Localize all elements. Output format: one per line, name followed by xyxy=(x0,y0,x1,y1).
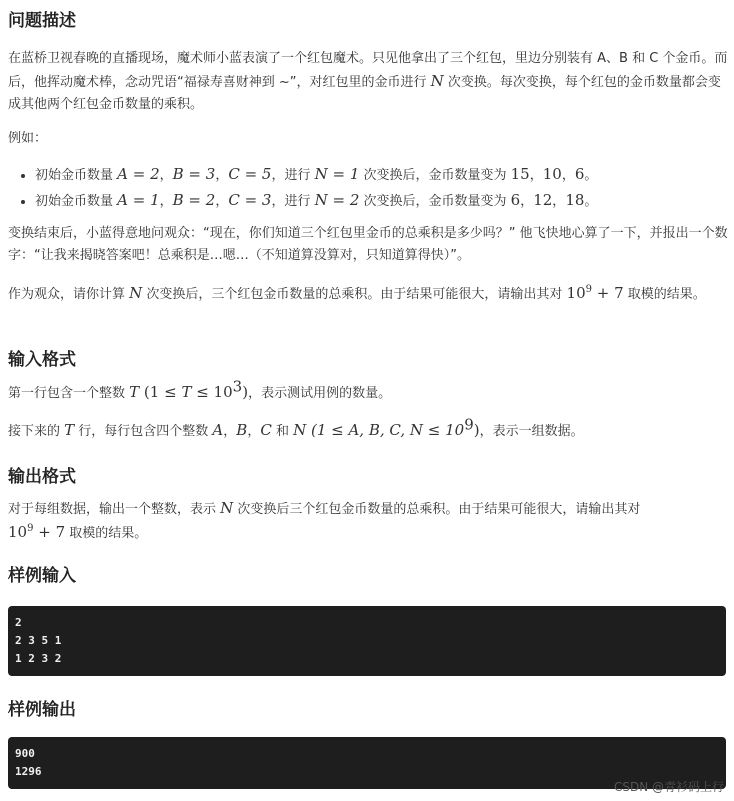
sample-input-code-block[interactable]: 2 2 3 5 1 1 2 3 2 xyxy=(8,606,726,676)
input-line-2-text: 行，每行包含四个整数 xyxy=(74,424,213,439)
example-2-a: A = 1 xyxy=(117,191,160,209)
example-2-value: 6 xyxy=(510,191,521,209)
intro-text-1: 在蓝桥卫视春晚的直播现场，魔术师小蓝表演了一个红包魔术。只见他拿出了三个红包，里边分别装有 A、B 和 C 个金币。而后，他挥动魔术棒，念动咒语“福禄寿喜财神到 ~”，对红包里的金币进行 xyxy=(8,51,728,90)
input-range-var: T xyxy=(181,383,192,401)
sample-output-code-block[interactable]: 900 1296 xyxy=(8,737,726,789)
problem-page xyxy=(8,8,728,789)
input-var-c: C xyxy=(260,421,272,439)
example-1-a: A = 2 xyxy=(117,165,160,183)
example-2-value: 18 xyxy=(565,191,585,209)
modulus-exponent: 9 xyxy=(27,523,34,534)
example-2-text: ，进行 xyxy=(271,194,315,209)
input-sep: ， xyxy=(223,424,237,439)
problem-intro-paragraph xyxy=(8,48,728,114)
example-2-text: 次变换后，金币数量变为 xyxy=(359,194,511,209)
example-1-b: B = 3 xyxy=(172,165,216,183)
input-var-a: A xyxy=(212,421,224,439)
intro-text-2: 次变换。每次变换，每个红包的金币数量都会变成其他两个红包金币数量的乘积。 xyxy=(8,75,721,112)
example-1-sep: ， xyxy=(529,168,543,183)
task-modulus xyxy=(567,284,624,302)
example-1-text: ，进行 xyxy=(271,168,315,183)
example-2-b: B = 2 xyxy=(172,191,216,209)
modulus-base: 10 xyxy=(8,523,28,541)
example-2-value: 12 xyxy=(533,191,553,209)
example-item-2 xyxy=(35,189,728,213)
output-text-3: 取模的结果。 xyxy=(65,526,148,541)
input-line-2-text: ，表示一组数据。 xyxy=(479,424,584,439)
output-format-heading: 输出格式 xyxy=(8,467,76,487)
example-1-value: 15 xyxy=(510,165,530,183)
input-range-close: ) xyxy=(242,383,249,401)
modulus-rest: + 7 xyxy=(33,523,66,541)
input-var-t: T xyxy=(64,421,75,439)
problem-description-heading: 问题描述 xyxy=(8,11,76,31)
intro-var-n: N xyxy=(430,72,444,90)
input-line-1 xyxy=(8,377,728,405)
input-line-2 xyxy=(8,415,728,443)
modulus-exponent: 9 xyxy=(585,284,592,295)
task-text-3: 取模的结果。 xyxy=(623,287,706,302)
csdn-watermark: CSDN @青衫码上行 xyxy=(613,780,724,794)
sample-input-heading: 样例输入 xyxy=(8,566,76,586)
output-modulus xyxy=(8,523,65,541)
output-var-n: N xyxy=(220,499,234,517)
example-1-end: 。 xyxy=(584,168,598,183)
task-text-2: 次变换后，三个红包金币数量的总乘积。由于结果可能很大，请输出其对 xyxy=(142,287,567,302)
example-2-n: N = 2 xyxy=(314,191,360,209)
input-and: 和 xyxy=(271,424,294,439)
example-1-n: N = 1 xyxy=(314,165,360,183)
example-1-value: 10 xyxy=(542,165,562,183)
input-line-1-text: 第一行包含一个整数 xyxy=(8,386,130,401)
output-text-1: 对于每组数据，输出一个整数，表示 xyxy=(8,502,221,517)
example-1-sep: ， xyxy=(561,168,575,183)
example-2-sep: ， xyxy=(159,194,173,209)
input-line-2-text: 接下来的 xyxy=(8,424,65,439)
modulus-rest: + 7 xyxy=(592,284,624,302)
example-2-sep: ， xyxy=(520,194,534,209)
sample-output-heading: 样例输出 xyxy=(8,700,76,720)
task-paragraph xyxy=(8,282,728,326)
input-range-exponent: 3 xyxy=(232,377,243,396)
example-2-c: C = 3 xyxy=(228,191,272,209)
output-text-2: 次变换后三个红包金币数量的总乘积。由于结果可能很大，请输出其对 xyxy=(233,502,641,517)
result-question-paragraph: 变换结束后，小蓝得意地问观众：“现在，你们知道三个红包里金币的总乘积是多少吗？” 他飞快地心算了一下，并报出一个数字：“让我来揭晓答案吧！总乘积是…嗯…（不知道算没算对，只知道算得快）”。 xyxy=(8,226,728,263)
input-line-1-text: ，表示测试用例的数量。 xyxy=(248,386,392,401)
example-2-sep: ， xyxy=(215,194,229,209)
input-range-close: ) xyxy=(473,421,480,439)
example-list xyxy=(8,163,728,213)
input-var-b: B xyxy=(236,421,248,439)
example-1-value: 6 xyxy=(574,165,585,183)
example-1-c: C = 5 xyxy=(228,165,272,183)
task-var-n: N xyxy=(129,284,143,302)
example-1-sep: ， xyxy=(215,168,229,183)
input-range-open: (1 ≤ xyxy=(139,383,182,401)
input-range: (1 ≤ A, B, C, N ≤ 10 xyxy=(306,421,465,439)
input-format-heading: 输入格式 xyxy=(8,350,76,370)
task-text-1: 作为观众，请你计算 xyxy=(8,287,130,302)
modulus-base: 10 xyxy=(566,284,586,302)
example-2-end: 。 xyxy=(584,194,598,209)
input-sep: ， xyxy=(247,424,261,439)
example-1-text: 次变换后，金币数量变为 xyxy=(359,168,511,183)
output-description xyxy=(8,497,728,541)
input-var-n: N xyxy=(293,421,307,439)
input-range-mid: ≤ 10 xyxy=(191,383,233,401)
input-range-exponent: 9 xyxy=(464,415,474,434)
example-label: 例如： xyxy=(8,131,48,146)
input-var-t: T xyxy=(129,383,140,401)
example-item-1 xyxy=(35,163,728,187)
example-1-sep: ， xyxy=(159,168,173,183)
example-2-sep: ， xyxy=(552,194,566,209)
example-2-text: 初始金币数量 xyxy=(35,194,118,209)
example-1-text: 初始金币数量 xyxy=(35,168,118,183)
